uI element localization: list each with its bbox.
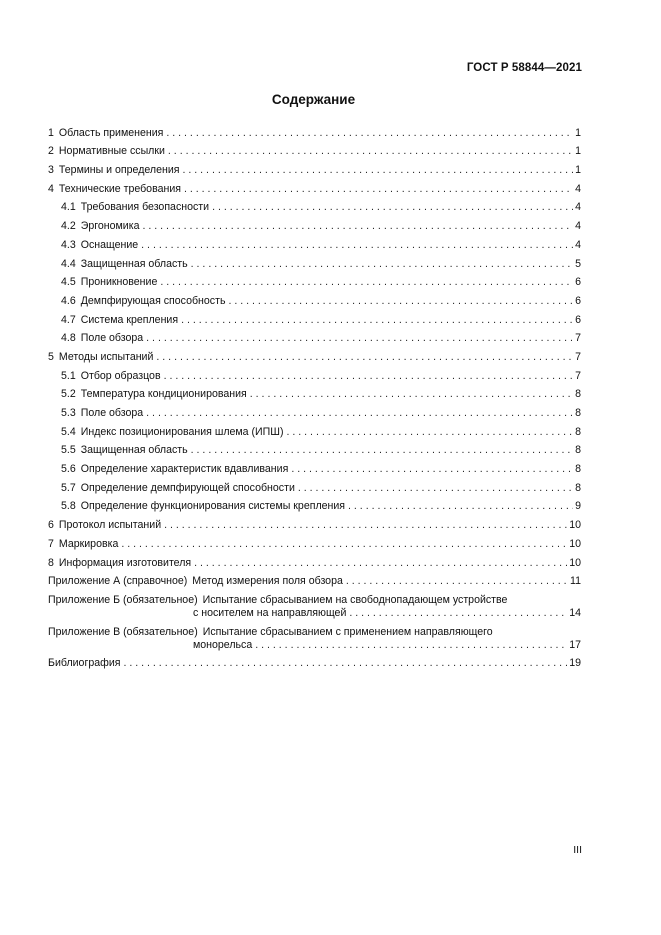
dot-leader xyxy=(164,519,567,532)
toc-entry-title: Определение демпфирующей способности xyxy=(80,481,295,494)
toc-entry-page: 5 xyxy=(575,257,581,270)
dot-leader xyxy=(348,500,573,513)
toc-entry-title: Проникновение xyxy=(80,276,158,289)
toc-entry-page: 4 xyxy=(575,238,581,251)
toc-entry-number: 4 xyxy=(48,182,54,195)
toc-entry-page: 10 xyxy=(569,519,581,532)
toc-entry-number: 4.7 xyxy=(61,313,76,326)
toc-entry-title: Индекс позиционирования шлема (ИПШ) xyxy=(80,425,284,438)
appendix-title-line1: Испытание сбрасыванием с применением направляющего xyxy=(202,625,493,638)
toc-entry-number: 6 xyxy=(48,519,54,532)
appendix-label: Приложение Б (обязательное) xyxy=(48,593,198,606)
toc-entry-number: 5.4 xyxy=(61,425,76,438)
toc-entry-page: 7 xyxy=(575,369,581,382)
dot-leader xyxy=(250,388,573,401)
toc-entry-title: Система крепления xyxy=(80,313,179,326)
toc-entry-number: 3 xyxy=(48,164,54,177)
dot-leader xyxy=(291,463,573,476)
appendix-label: Приложение А (справочное) xyxy=(48,575,188,588)
dot-leader xyxy=(123,657,567,670)
toc-entry-2[interactable] xyxy=(48,140,581,159)
toc-entry-page: 1 xyxy=(575,164,581,177)
toc-entry-number: 4.4 xyxy=(61,257,76,270)
toc-entry-page: 8 xyxy=(575,407,581,419)
dot-leader xyxy=(184,183,573,196)
toc-entry-number: 5.3 xyxy=(61,407,76,419)
toc-appendix-b[interactable] xyxy=(48,588,581,620)
toc-entry-page: 19 xyxy=(569,657,581,670)
toc-entry-page: 17 xyxy=(569,638,581,651)
toc-entry-number: 1 xyxy=(48,126,54,139)
toc-entry-number: 5.2 xyxy=(61,388,76,401)
toc-entry-number: 5.5 xyxy=(61,444,76,457)
dot-leader xyxy=(298,482,573,495)
toc-entry-title: Защищенная область xyxy=(80,444,188,457)
toc-entry-title: Определение функционирования системы крепления xyxy=(80,500,346,513)
toc-entry-page: 6 xyxy=(575,294,581,307)
toc-entry-title: Демпфирующая способность xyxy=(80,294,226,307)
dot-leader xyxy=(142,220,573,233)
toc-appendix-a[interactable] xyxy=(48,570,581,589)
toc-entry-number: 2 xyxy=(48,145,54,158)
toc-entry-title: Нормативные ссылки xyxy=(58,145,165,158)
toc-entry-title: Поле обзора xyxy=(80,332,144,345)
toc-entry-page: 4 xyxy=(575,182,581,195)
toc-entry-page: 9 xyxy=(575,500,581,513)
dot-leader xyxy=(287,426,574,439)
toc-entry-page: 10 xyxy=(569,537,581,550)
dot-leader xyxy=(194,557,567,570)
toc-entry-number: 5.7 xyxy=(61,481,76,494)
appendix-title-line1: Испытание сбрасыванием на свободнопадающем устройстве xyxy=(202,593,508,606)
table-of-contents xyxy=(48,121,581,670)
page-title: Содержание xyxy=(271,92,356,107)
toc-entry-number: 5 xyxy=(48,350,54,363)
toc-entry-title: Поле обзора xyxy=(80,407,144,419)
bibliography-title: Библиография xyxy=(48,657,121,670)
toc-entry-4-6[interactable] xyxy=(48,289,581,308)
dot-leader xyxy=(164,370,574,383)
toc-entry-3[interactable] xyxy=(48,158,581,177)
toc-entry-title: Технические требования xyxy=(58,182,181,195)
toc-entry-page: 1 xyxy=(575,126,581,139)
toc-entry-page: 4 xyxy=(575,201,581,214)
toc-entry-1[interactable] xyxy=(48,121,581,140)
toc-bibliography[interactable] xyxy=(48,652,581,671)
toc-entry-4[interactable] xyxy=(48,177,581,196)
toc-entry-number: 5.8 xyxy=(61,500,76,513)
toc-entry-4-2[interactable] xyxy=(48,214,581,233)
toc-entry-number: 4.8 xyxy=(61,332,76,345)
toc-entry-page: 7 xyxy=(575,350,581,363)
toc-entry-7[interactable] xyxy=(48,532,581,551)
toc-entry-title: Требования безопасности xyxy=(80,201,210,214)
dot-leader xyxy=(228,295,573,308)
page-number: III xyxy=(573,844,582,856)
toc-entry-4-5[interactable] xyxy=(48,271,581,290)
dot-leader xyxy=(146,407,573,420)
toc-appendix-v[interactable] xyxy=(48,620,581,652)
toc-entry-5-4[interactable] xyxy=(48,420,581,439)
toc-entry-number: 4.3 xyxy=(61,238,76,251)
toc-entry-5-2[interactable] xyxy=(48,383,581,402)
toc-entry-title: Температура кондиционирования xyxy=(80,388,247,401)
toc-entry-number: 5.6 xyxy=(61,463,76,476)
toc-entry-title: Определение характеристик вдавливания xyxy=(80,463,289,476)
toc-entry-page: 10 xyxy=(569,556,581,569)
toc-entry-page: 7 xyxy=(575,332,581,345)
dot-leader xyxy=(191,444,573,457)
dot-leader xyxy=(255,639,567,652)
toc-entry-page: 8 xyxy=(575,481,581,494)
dot-leader xyxy=(156,351,573,364)
toc-entry-4-4[interactable] xyxy=(48,252,581,271)
toc-entry-number: 4.5 xyxy=(61,276,76,289)
dot-leader xyxy=(146,332,573,345)
toc-entry-number: 4.1 xyxy=(61,201,76,214)
toc-entry-page: 6 xyxy=(575,313,581,326)
toc-entry-title: Информация изготовителя xyxy=(58,556,192,569)
toc-entry-page: 8 xyxy=(575,425,581,438)
toc-entry-5-5[interactable] xyxy=(48,439,581,458)
toc-entry-page: 8 xyxy=(575,444,581,457)
toc-entry-number: 4.2 xyxy=(61,220,76,233)
toc-entry-5-7[interactable] xyxy=(48,476,581,495)
toc-entry-4-7[interactable] xyxy=(48,308,581,327)
toc-entry-5-6[interactable] xyxy=(48,457,581,476)
toc-entry-number: 4.6 xyxy=(61,294,76,307)
toc-entry-page: 11 xyxy=(570,575,581,588)
toc-entry-title: Оснащение xyxy=(80,238,139,251)
dot-leader xyxy=(346,575,568,588)
toc-entry-5-8[interactable] xyxy=(48,495,581,514)
toc-entry-page: 4 xyxy=(575,220,581,233)
dot-leader xyxy=(349,607,567,620)
toc-entry-5-3[interactable] xyxy=(48,401,581,420)
dot-leader xyxy=(160,276,573,289)
appendix-title: Метод измерения поля обзора xyxy=(192,575,343,588)
toc-entry-number: 7 xyxy=(48,537,54,550)
dot-leader xyxy=(181,314,573,327)
toc-entry-title: Протокол испытаний xyxy=(58,519,162,532)
appendix-label: Приложение В (обязательное) xyxy=(48,625,198,638)
standard-code: ГОСТ Р 58844—2021 xyxy=(466,62,582,74)
toc-entry-4-8[interactable] xyxy=(48,327,581,346)
dot-leader xyxy=(141,239,573,252)
toc-entry-8[interactable] xyxy=(48,551,581,570)
dot-leader xyxy=(121,538,567,551)
dot-leader xyxy=(168,145,573,158)
dot-leader xyxy=(191,258,573,271)
toc-entry-4-1[interactable] xyxy=(48,196,581,215)
dot-leader xyxy=(166,127,573,140)
toc-entry-page: 8 xyxy=(575,388,581,401)
toc-entry-number: 8 xyxy=(48,556,54,569)
toc-entry-5[interactable] xyxy=(48,345,581,364)
toc-entry-page: 8 xyxy=(575,463,581,476)
toc-entry-title: Эргономика xyxy=(80,220,140,233)
dot-leader xyxy=(212,201,573,214)
toc-entry-5-1[interactable] xyxy=(48,364,581,383)
toc-entry-page: 6 xyxy=(575,276,581,289)
toc-entry-title: Защищенная область xyxy=(80,257,188,270)
toc-entry-number: 5.1 xyxy=(61,369,76,382)
dot-leader xyxy=(183,164,574,177)
toc-entry-title: Область применения xyxy=(58,126,164,139)
toc-entry-title: Методы испытаний xyxy=(58,350,154,363)
toc-entry-title: Маркировка xyxy=(58,537,119,550)
appendix-title-line2: с носителем на направляющей xyxy=(193,606,347,619)
toc-entry-title: Термины и определения xyxy=(58,164,180,177)
toc-entry-title: Отбор образцов xyxy=(80,369,161,382)
toc-entry-page: 14 xyxy=(569,606,581,619)
toc-entry-page: 1 xyxy=(575,145,581,158)
toc-entry-4-3[interactable] xyxy=(48,233,581,252)
toc-entry-6[interactable] xyxy=(48,513,581,532)
appendix-title-line2: монорельса xyxy=(193,638,253,651)
